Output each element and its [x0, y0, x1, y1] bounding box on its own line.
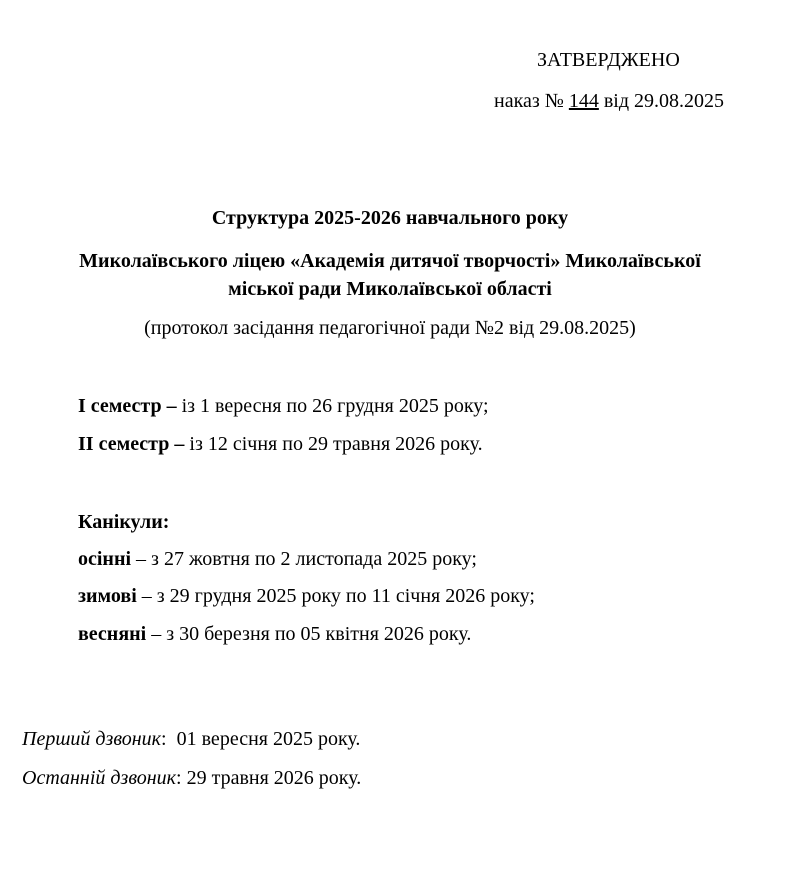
holiday-dates: – з 29 грудня 2025 року по 11 січня 2026 року; [136, 585, 535, 607]
semester-label: ІІ семестр – [78, 433, 185, 455]
institution-line-2: міської ради Миколаївської області [228, 278, 552, 300]
order-date: від 29.08.2025 [603, 90, 725, 112]
approval-title: ЗАТВЕРДЖЕНО [537, 49, 680, 71]
holidays-heading: Канікули: [78, 511, 170, 533]
semester-label: І семестр – [78, 395, 177, 417]
holiday-dates: – з 30 березня по 05 квітня 2026 року. [146, 623, 472, 645]
bell-label: Перший дзвоник [22, 728, 162, 750]
semester-dates: із 1 вересня по 26 грудня 2025 року; [176, 395, 489, 417]
semester-row [78, 432, 483, 456]
document-title: Структура 2025-2026 навчального року [211, 207, 569, 229]
protocol-note: (протокол засідання педагогічної ради №2 від 29.08.2025) [144, 317, 636, 339]
bell-date: 29 травня 2026 року. [181, 767, 362, 789]
bell-separator: : [176, 767, 182, 789]
order-number: 144 [568, 90, 599, 112]
bell-date: 01 вересня 2025 року. [176, 728, 361, 750]
bell-row [22, 766, 361, 790]
semester-dates: із 12 січня по 29 травня 2026 року. [184, 433, 483, 455]
holiday-row [78, 547, 477, 571]
holiday-row [78, 584, 535, 608]
holiday-label: весняні [78, 623, 147, 645]
holiday-row [78, 622, 471, 646]
approval-order [494, 89, 724, 113]
order-prefix: наказ № [494, 90, 564, 112]
bell-row [22, 727, 360, 751]
institution-line-1: Миколаївського ліцею «Академія дитячої творчості» Миколаївської [79, 250, 701, 272]
holiday-dates: – з 27 жовтня по 2 листопада 2025 року; [131, 548, 477, 570]
holiday-label: зимові [78, 585, 137, 607]
semester-row [78, 394, 489, 418]
holiday-label: осінні [78, 548, 132, 570]
bell-label: Останній дзвоник [22, 767, 177, 789]
bell-separator: : [161, 728, 167, 750]
